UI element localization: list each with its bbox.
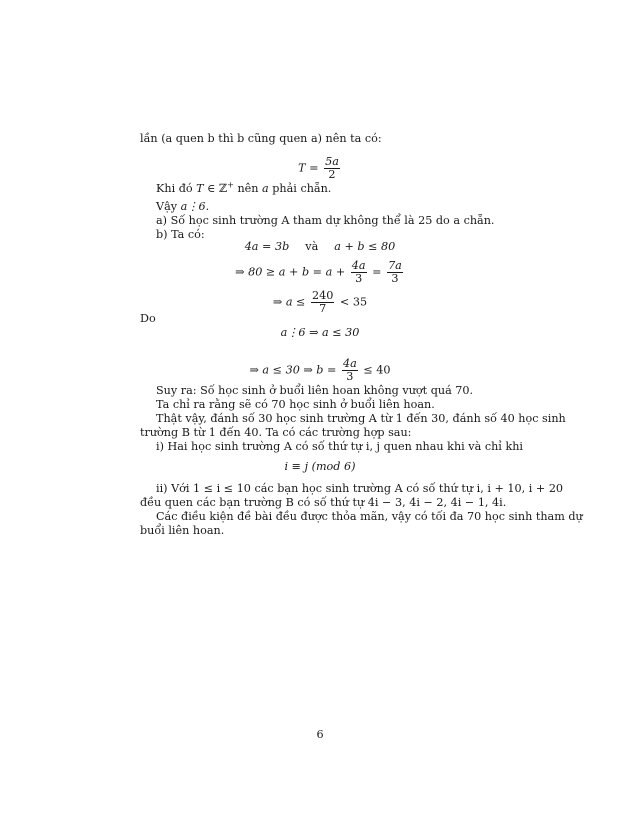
text-line: Ta chỉ ra rằng sẽ có 70 học sinh ở buổi liên hoan. bbox=[156, 398, 435, 411]
text-line: Do bbox=[140, 312, 156, 325]
fraction bbox=[351, 260, 367, 285]
text-line: i) Hai học sinh trường A có số thứ tự i, j quen nhau khi và chỉ khi bbox=[156, 440, 524, 453]
text-line: Thật vậy, đánh số 30 học sinh trường A từ 1 đến 30, đánh số 40 học sinh bbox=[156, 412, 566, 425]
fraction-denominator: 3 bbox=[346, 370, 354, 383]
text-span: và bbox=[305, 240, 319, 253]
text-line bbox=[156, 182, 331, 196]
math-span: ⇒ a ≤ 30 ⇒ b = bbox=[249, 363, 337, 377]
fraction-denominator: 7 bbox=[319, 302, 327, 315]
text-line: b) Ta có: bbox=[156, 228, 205, 241]
fraction-numerator: 240 bbox=[312, 289, 334, 302]
math-span: = bbox=[372, 265, 382, 279]
math-span: a⋮6 bbox=[180, 200, 206, 213]
math-span: < 35 bbox=[339, 295, 368, 309]
fraction-denominator: 3 bbox=[355, 272, 363, 285]
text-span: Khi đó bbox=[156, 182, 197, 195]
eq-lhs: T = bbox=[298, 161, 319, 175]
text-span: nên bbox=[233, 182, 263, 195]
math-span: ∈ ℤ bbox=[203, 182, 228, 195]
math-span: a + b ≤ 80 bbox=[334, 240, 396, 253]
text-line: ii) Với 1 ≤ i ≤ 10 các bạn học sinh trường A có số thứ tự i, i + 10, i + 20 bbox=[156, 482, 564, 495]
math-span: ≤ 40 bbox=[363, 363, 391, 377]
fraction-numerator: 4a bbox=[351, 259, 366, 272]
text-span: phải chẵn. bbox=[268, 182, 332, 195]
fraction-numerator: 5a bbox=[325, 155, 339, 168]
fraction-denominator: 2 bbox=[328, 168, 336, 181]
equation-1 bbox=[0, 240, 640, 254]
math-span: a⋮6 ⇒ a ≤ 30 bbox=[280, 326, 360, 339]
equation-4 bbox=[0, 326, 640, 340]
equation-3 bbox=[0, 290, 640, 315]
text-line: Suy ra: Số học sinh ở buổi liên hoan không vượt quá 70. bbox=[156, 384, 474, 397]
text-span: Vậy bbox=[156, 200, 181, 213]
text-line: trường B từ 1 đến 40. Ta có các trường hợp sau: bbox=[140, 426, 412, 439]
math-var: a bbox=[262, 182, 269, 195]
equation-2 bbox=[0, 260, 640, 285]
math-span: ⇒ a ≤ bbox=[272, 295, 306, 309]
fraction-numerator: 4a bbox=[342, 357, 357, 370]
math-span: i ≡ j (mod 6) bbox=[284, 460, 356, 473]
text-span: . bbox=[205, 200, 210, 213]
text-line: đều quen các bạn trường B có số thứ tự 4i − 3, 4i − 2, 4i − 1, 4i. bbox=[140, 496, 507, 509]
math-var: T bbox=[196, 182, 204, 195]
fraction bbox=[311, 290, 334, 315]
text-line: a) Số học sinh trường A tham dự không thể là 25 do a chẵn. bbox=[156, 214, 495, 227]
math-span: ⇒ 80 ≥ a + b = a + bbox=[235, 265, 346, 279]
superscript: + bbox=[227, 180, 234, 190]
equation-5 bbox=[0, 358, 640, 383]
fraction-numerator: 7a bbox=[388, 259, 402, 272]
fraction bbox=[387, 260, 403, 285]
fraction bbox=[324, 156, 340, 181]
text-line: lần (a quen b thì b cũng quen a) nên ta có: bbox=[140, 132, 382, 145]
fraction-denominator: 3 bbox=[391, 272, 399, 285]
math-span: 4a = 3b bbox=[244, 240, 290, 253]
text-line: buổi liên hoan. bbox=[140, 524, 225, 537]
equation-T bbox=[0, 156, 640, 181]
fraction bbox=[342, 358, 358, 383]
page-number: 6 bbox=[316, 728, 324, 741]
text-line bbox=[156, 200, 209, 214]
text-line: Các điều kiện đề bài đều được thỏa mãn, vậy có tối đa 70 học sinh tham dự bbox=[156, 510, 583, 523]
equation-6 bbox=[0, 460, 640, 474]
